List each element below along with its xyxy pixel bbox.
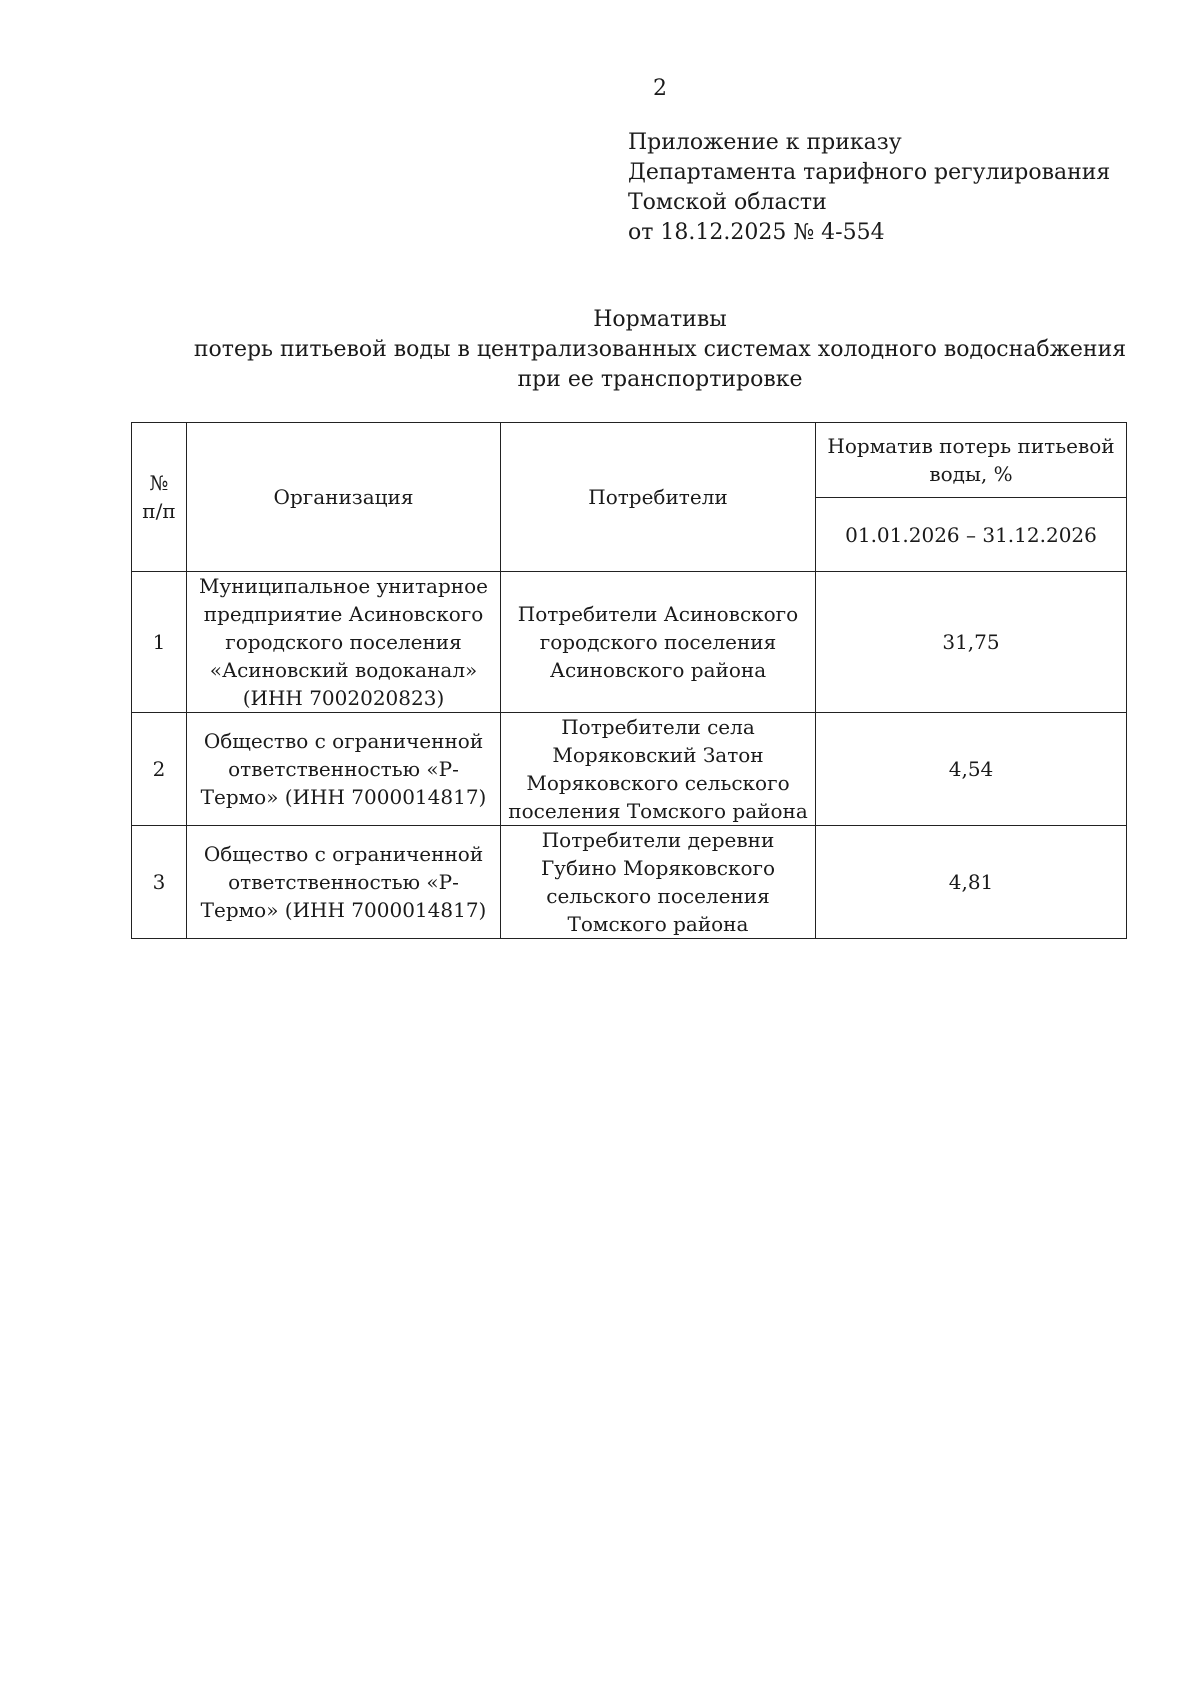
cell-line: (ИНН 7002020823) (242, 686, 445, 710)
header-number-line: п/п (142, 499, 176, 523)
appendix-block (628, 128, 1110, 248)
cell-line: Термо» (ИНН 7000014817) (200, 898, 487, 922)
appendix-line: Департамента тарифного регулирования (628, 160, 1111, 185)
cell-line: Моряковский Затон (552, 743, 764, 767)
row-consumers (501, 572, 816, 713)
cell-line: Общество с ограниченной (203, 729, 484, 753)
cell-line: Губино Моряковского (540, 856, 776, 880)
row-norm-value: 31,75 (816, 572, 1127, 713)
table-row (132, 713, 1127, 826)
row-norm-value: 4,81 (816, 826, 1127, 939)
row-organization (187, 713, 501, 826)
row-number: 1 (132, 572, 187, 713)
appendix-line: Приложение к приказу (628, 130, 902, 155)
page-number: 2 (653, 76, 667, 101)
row-consumers (501, 713, 816, 826)
header-norm: Норматив потерь питьевой воды, % (816, 423, 1127, 498)
cell-line: Потребители деревни (541, 828, 775, 852)
cell-line: городского поселения (225, 630, 462, 654)
cell-line: поселения Томского района (508, 799, 808, 823)
cell-line: Потребители Асиновского (517, 602, 799, 626)
header-period: 01.01.2026 – 31.12.2026 (816, 498, 1127, 572)
cell-line: Томского района (567, 912, 749, 936)
row-consumers (501, 826, 816, 939)
row-organization (187, 826, 501, 939)
cell-line: сельского поселения (546, 884, 770, 908)
cell-line: Термо» (ИНН 7000014817) (200, 785, 487, 809)
cell-line: Моряковского сельского (526, 771, 790, 795)
row-number: 2 (132, 713, 187, 826)
cell-line: Асиновского района (549, 658, 767, 682)
cell-line: Муниципальное унитарное (199, 574, 488, 598)
cell-line: Потребители села (561, 715, 755, 739)
cell-line: городского поселения (539, 630, 777, 654)
cell-line: ответственностью «Р- (228, 757, 459, 781)
cell-line: «Асиновский водоканал» (209, 658, 478, 682)
document-title (120, 305, 1200, 395)
title-line: потерь питьевой воды в централизованных системах холодного водоснабжения (193, 337, 1127, 362)
header-consumers: Потребители (501, 423, 816, 572)
appendix-order-date: от 18.12.2025 № 4-554 (628, 220, 885, 245)
header-organization: Организация (187, 423, 501, 572)
norms-table (131, 422, 1127, 939)
title-line: Нормативы (593, 307, 727, 332)
title-line: при ее транспортировке (517, 367, 803, 392)
row-number: 3 (132, 826, 187, 939)
cell-line: Общество с ограниченной (203, 842, 484, 866)
row-norm-value: 4,54 (816, 713, 1127, 826)
header-number (132, 423, 187, 572)
cell-line: ответственностью «Р- (228, 870, 459, 894)
appendix-line: Томской области (628, 190, 827, 215)
header-number-line: № (149, 471, 169, 495)
table-row (132, 826, 1127, 939)
cell-line: предприятие Асиновского (203, 602, 484, 626)
table-row (132, 572, 1127, 713)
row-organization (187, 572, 501, 713)
